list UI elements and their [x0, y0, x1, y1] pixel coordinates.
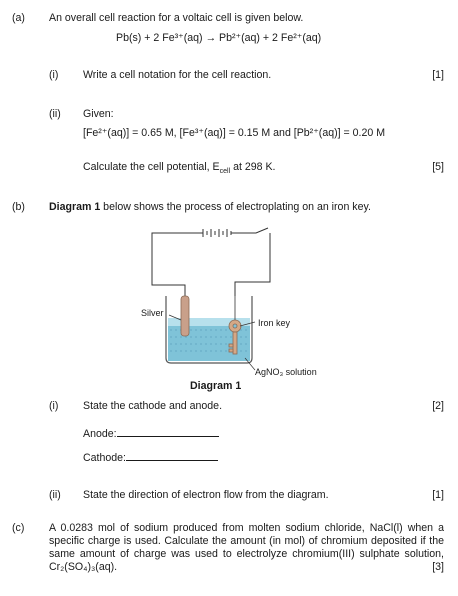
cathode-line	[83, 450, 218, 464]
part-c-text: A 0.0283 mol of sodium produced from molten sodium chloride, NaCl(l) when a specific charge is used. Calculate the amount (in mol) of chromium deposited if the same amount of charge was used to electrolyze chromium(III) sulphate solution, Cr₂(SO₄)₃(aq).	[49, 522, 444, 573]
part-a-i-label: (i)	[49, 69, 59, 81]
silver-label: Silver	[141, 308, 164, 318]
anode-answer-blank[interactable]	[117, 426, 219, 437]
part-a-i-text: Write a cell notation for the cell reaction.	[83, 69, 272, 81]
silver-electrode	[181, 296, 189, 336]
task-prefix: Calculate the cell potential, E	[83, 161, 220, 173]
part-a-label: (a)	[12, 12, 25, 24]
battery-icon	[195, 229, 240, 237]
part-b-ii-text: State the direction of electron flow from the diagram.	[83, 489, 329, 501]
cathode-label: Cathode:	[83, 452, 126, 464]
part-b-i-marks: [2]	[432, 400, 444, 412]
part-c-label: (c)	[12, 522, 25, 534]
given-label: Given:	[83, 108, 114, 120]
part-a-ii-marks: [5]	[432, 161, 444, 173]
task-suffix: at 298 K.	[230, 161, 276, 173]
part-b-intro-bold: Diagram 1	[49, 201, 101, 213]
part-b-ii-marks: [1]	[432, 489, 444, 501]
part-c-marks: [3]	[432, 561, 444, 573]
circuit-wire	[152, 228, 270, 296]
cathode-answer-blank[interactable]	[126, 450, 218, 461]
diagram-caption: Diagram 1	[190, 380, 242, 392]
anode-label: Anode:	[83, 428, 117, 440]
part-b-ii-label: (ii)	[49, 489, 61, 501]
iron-key-label: Iron key	[258, 318, 291, 328]
solution-label: AgNO₃ solution	[255, 367, 317, 377]
part-b-i-label: (i)	[49, 400, 59, 412]
cell-reaction-equation: Pb(s) + 2 Fe³⁺(aq) → Pb²⁺(aq) + 2 Fe²⁺(aq)	[116, 32, 322, 44]
part-a-i-marks: [1]	[432, 69, 444, 81]
anode-line	[83, 426, 219, 440]
part-b-intro-rest: below shows the process of electroplating on an iron key.	[100, 201, 371, 213]
part-b-label: (b)	[12, 201, 25, 213]
part-a-intro: An overall cell reaction for a voltaic cell is given below.	[49, 12, 304, 24]
part-a-ii-label: (ii)	[49, 108, 61, 120]
part-b-i-text: State the cathode and anode.	[83, 400, 223, 412]
task-subscript: cell	[219, 168, 231, 176]
given-concentrations: [Fe²⁺(aq)] = 0.65 M, [Fe³⁺(aq)] = 0.15 M and [Pb²⁺(aq)] = 0.20 M	[83, 127, 386, 139]
